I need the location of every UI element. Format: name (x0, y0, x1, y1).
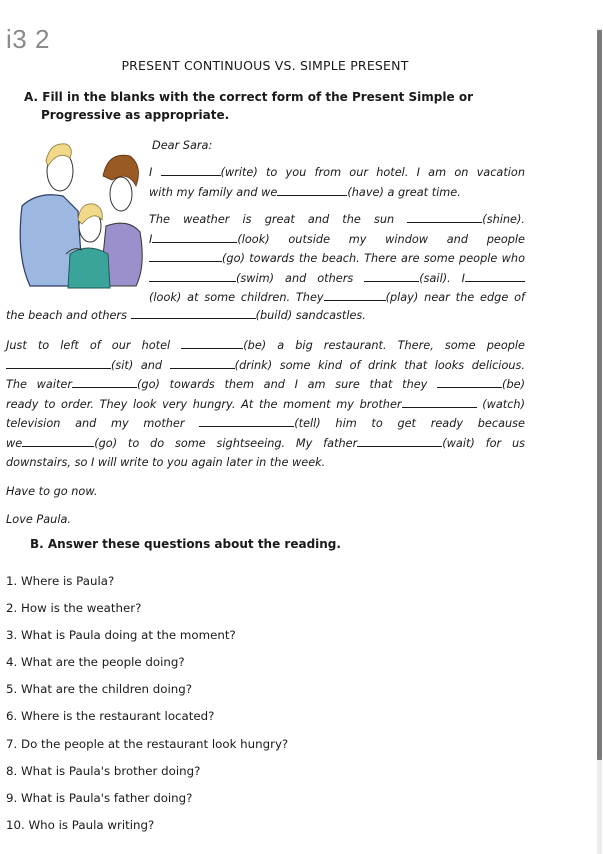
letter-line: downstairs, so I will write to you again later in the week. (6, 456, 326, 469)
answer-blank[interactable] (72, 376, 137, 388)
question-list (6, 571, 288, 842)
letter-line: television and my mother (tell) him to get ready because (6, 417, 526, 430)
answer-blank[interactable] (149, 250, 222, 262)
question-item: 6. Where is the restaurant located? (6, 709, 215, 724)
question-item: 3. What is Paula doing at the moment? (6, 628, 236, 643)
worksheet-title: PRESENT CONTINUOUS VS. SIMPLE PRESENT (121, 58, 409, 73)
section-a-instructions (24, 88, 504, 124)
letter-signature: Love Paula. (6, 513, 71, 526)
question-item: 1. Where is Paula? (6, 574, 115, 588)
answer-blank[interactable] (170, 357, 235, 369)
section-b-instructions: B. Answer these questions about the reading. (30, 537, 341, 551)
question-item: 8. What is Paula's brother doing? (6, 763, 201, 778)
family-illustration (8, 136, 148, 296)
answer-blank[interactable] (152, 231, 237, 243)
letter-line: (look) at some children. They (play) near the edge of (149, 291, 525, 304)
letter-paragraph-2 (149, 210, 525, 308)
letter-line: with my family and we (have) a great time. (149, 185, 461, 199)
letter-line: Just to left of our hotel (be) a big restaurant. There, some people (6, 339, 525, 352)
answer-blank[interactable] (161, 164, 221, 176)
child-sweater (68, 248, 110, 288)
answer-blank[interactable] (407, 211, 482, 223)
question-item: 5. What are the children doing? (6, 682, 192, 697)
answer-blank[interactable] (437, 376, 502, 388)
letter-line: the beach and others (build) sandcastles. (6, 309, 366, 322)
section-a-line1: A. Fill in the blanks with the correct form of the Present Simple or (24, 90, 473, 104)
question-item: 7. Do the people at the restaurant look hungry? (6, 736, 289, 751)
mother-face (110, 177, 132, 211)
letter-line: The weather is great and the sun (shine). (149, 213, 525, 226)
letter-line: (swim) and others (sail). I (149, 269, 525, 289)
section-a-line2: Progressive as appropriate. (41, 108, 230, 122)
letter-paragraph-3 (6, 336, 525, 473)
letter-greeting: Dear Sara: (152, 139, 213, 152)
answer-blank[interactable] (324, 289, 386, 301)
answer-blank[interactable] (364, 270, 419, 282)
answer-blank[interactable] (6, 357, 111, 369)
answer-blank[interactable] (149, 270, 236, 282)
letter-line: (sit) and (drink) some kind of drink that looks delicious. (6, 356, 525, 376)
letter-line: I (write) to you from our hotel. I am on vacation (149, 166, 525, 179)
answer-blank[interactable] (22, 435, 94, 447)
page-number-label: i3 2 (6, 24, 50, 54)
answer-blank[interactable] (181, 337, 243, 349)
question-item: 2. How is the weather? (6, 601, 142, 616)
letter-line: The waiter (go) towards them and I am sure that they (be) (6, 378, 525, 391)
answer-blank[interactable] (402, 396, 477, 408)
question-item: 10. Who is Paula writing? (6, 817, 155, 832)
letter-line: I (look) outside my window and people (149, 232, 525, 246)
letter-line: we (go) to do some sightseeing. My father (wait) for us (6, 436, 526, 450)
letter-paragraph-1 (149, 163, 525, 202)
answer-blank[interactable] (199, 415, 294, 427)
answer-blank[interactable] (465, 270, 525, 282)
letter-line: (go) towards the beach. There are some people who (149, 249, 525, 269)
scrollbar-thumb[interactable] (597, 30, 602, 760)
letter-line: ready to order. They look very hungry. At the moment my brother (watch) (6, 397, 525, 411)
answer-blank[interactable] (357, 435, 442, 447)
letter-paragraph-2-end (6, 306, 525, 326)
answer-blank[interactable] (277, 184, 347, 196)
answer-blank[interactable] (131, 307, 256, 319)
letter-closing-1: Have to go now. (6, 485, 98, 498)
question-item: 9. What is Paula's father doing? (6, 790, 193, 805)
question-item: 4. What are the people doing? (6, 655, 185, 670)
